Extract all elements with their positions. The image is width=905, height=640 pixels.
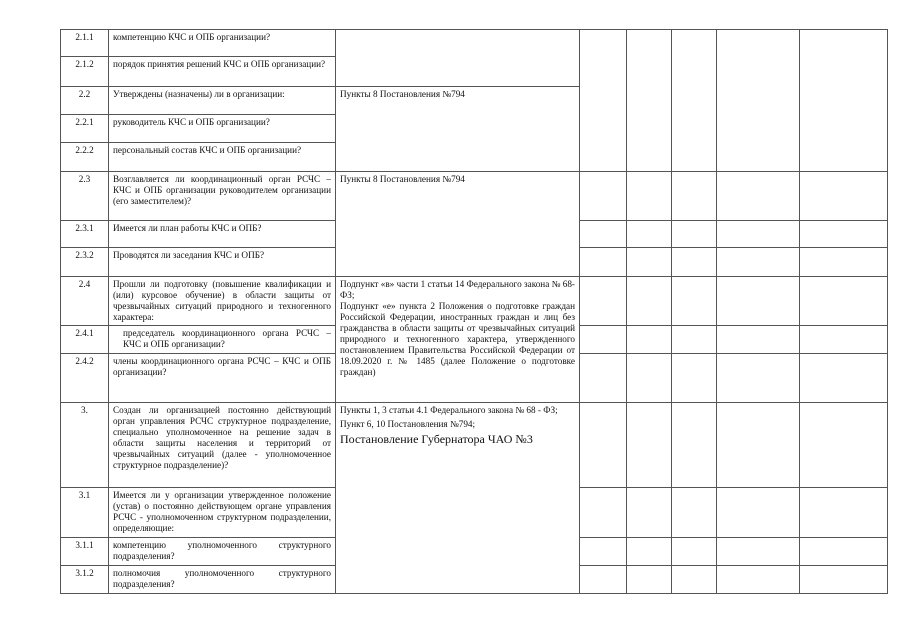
answer-cell <box>717 172 800 221</box>
answer-cell <box>627 221 672 248</box>
answer-cell <box>627 277 672 326</box>
answer-cell <box>580 326 627 354</box>
checklist-table <box>60 29 888 594</box>
answer-cell <box>717 488 800 538</box>
reference-line: Пункты 1, 3 статьи 4.1 Федерального закона № 68 - ФЗ; <box>340 405 558 415</box>
answer-cell <box>800 488 888 538</box>
answer-cell <box>672 538 717 566</box>
answer-cell <box>580 277 627 326</box>
item-question: Имеется ли у организации утвержденное положение (устав) о постоянно действующем органе управления РСЧС - уполномоченном структурном подразделении, определяющие: <box>109 488 336 538</box>
answer-cell <box>672 403 717 488</box>
table-row <box>61 30 888 57</box>
item-question: порядок принятия решений КЧС и ОПБ организации? <box>109 57 336 87</box>
answer-cell <box>800 172 888 221</box>
item-number: 2.2.2 <box>61 143 109 172</box>
answer-cell <box>580 30 627 172</box>
answer-cell <box>717 221 800 248</box>
answer-cell <box>717 538 800 566</box>
reference-cell <box>336 30 580 87</box>
answer-cell <box>717 566 800 594</box>
reference-cell <box>336 277 580 403</box>
item-question: члены координационного органа РСЧС – КЧС и ОПБ организации? <box>109 354 336 403</box>
answer-cell <box>672 248 717 277</box>
item-question: Утверждены (назначены) ли в организации: <box>109 87 336 115</box>
item-question: председатель координационного органа РСЧС – КЧС и ОПБ организации? <box>109 326 336 354</box>
reference-line: Подпункт «е» пункта 2 Положения о подготовке граждан Российской Федерации, иностранных граждан и лиц без гражданства в области защиты от чрезвычайных ситуаций природного и техногенного характера, утвержденного постановлением Правительства Российской Федерации от 18.09.2020 г. № 1485 (далее Положение о подготовке граждан) <box>340 301 575 377</box>
answer-cell <box>717 354 800 403</box>
item-question: Создан ли организацией постоянно действующий орган управления РСЧС структурное подразделение, специально уполномоченное на решение задач в области защиты населения и территорий от чрезвычайных ситуаций (далее - уполномоченное структурное подразделение)? <box>109 403 336 488</box>
table-row <box>61 277 888 326</box>
answer-cell <box>580 538 627 566</box>
answer-cell <box>580 221 627 248</box>
answer-cell <box>580 354 627 403</box>
answer-cell <box>627 248 672 277</box>
answer-cell <box>717 248 800 277</box>
item-number: 2.3 <box>61 172 109 221</box>
item-number: 2.2 <box>61 87 109 115</box>
item-question: полномочия уполномоченного структурного подразделения? <box>109 566 336 594</box>
item-question: Имеется ли план работы КЧС и ОПБ? <box>109 221 336 248</box>
item-number: 3.1.2 <box>61 566 109 594</box>
answer-cell <box>717 326 800 354</box>
item-number: 2.1.2 <box>61 57 109 87</box>
answer-cell <box>580 248 627 277</box>
answer-cell <box>627 354 672 403</box>
item-number: 2.1.1 <box>61 30 109 57</box>
answer-cell <box>627 488 672 538</box>
answer-cell <box>800 221 888 248</box>
answer-cell <box>800 277 888 326</box>
answer-cell <box>627 566 672 594</box>
reference-line: Постановление Губернатора ЧАО №3 <box>340 432 533 446</box>
answer-cell <box>580 566 627 594</box>
answer-cell <box>800 354 888 403</box>
answer-cell <box>672 326 717 354</box>
answer-cell <box>717 403 800 488</box>
item-question: Проводятся ли заседания КЧС и ОПБ? <box>109 248 336 277</box>
answer-cell <box>717 277 800 326</box>
reference-line: Подпункт «в» части 1 статьи 14 Федерального закона № 68-ФЗ; <box>340 279 575 300</box>
item-number: 2.2.1 <box>61 115 109 143</box>
table-row <box>61 172 888 221</box>
answer-cell <box>800 30 888 172</box>
answer-cell <box>627 403 672 488</box>
item-number: 2.3.2 <box>61 248 109 277</box>
answer-cell <box>627 326 672 354</box>
answer-cell <box>800 566 888 594</box>
answer-cell <box>580 172 627 221</box>
reference-line: Пункт 6, 10 Постановления №794; <box>340 419 476 429</box>
answer-cell <box>580 488 627 538</box>
item-number: 2.4.2 <box>61 354 109 403</box>
answer-cell <box>717 30 800 172</box>
table-row <box>61 403 888 488</box>
answer-cell <box>672 30 717 172</box>
answer-cell <box>672 172 717 221</box>
item-question: Возглавляется ли координационный орган РСЧС – КЧС и ОПБ организации руководителем организации (его заместителем)? <box>109 172 336 221</box>
answer-cell <box>627 172 672 221</box>
answer-cell <box>800 248 888 277</box>
answer-cell <box>580 403 627 488</box>
item-question: персональный состав КЧС и ОПБ организации? <box>109 143 336 172</box>
item-question: руководитель КЧС и ОПБ организации? <box>109 115 336 143</box>
answer-cell <box>672 566 717 594</box>
item-question: Прошли ли подготовку (повышение квалификации и (или) курсовое обучение) в области защиты от чрезвычайных ситуаций природного и техногенного характера: <box>109 277 336 326</box>
item-number: 2.4.1 <box>61 326 109 354</box>
item-question: компетенцию КЧС и ОПБ организации? <box>109 30 336 57</box>
reference-cell <box>336 403 580 594</box>
answer-cell <box>800 403 888 488</box>
answer-cell <box>672 277 717 326</box>
item-number: 3.1 <box>61 488 109 538</box>
answer-cell <box>627 538 672 566</box>
reference-cell: Пункты 8 Постановления №794 <box>336 172 580 277</box>
item-number: 2.4 <box>61 277 109 326</box>
answer-cell <box>627 30 672 172</box>
answer-cell <box>672 354 717 403</box>
item-number: 3. <box>61 403 109 488</box>
answer-cell <box>800 326 888 354</box>
answer-cell <box>672 488 717 538</box>
item-number: 2.3.1 <box>61 221 109 248</box>
answer-cell <box>672 221 717 248</box>
item-number: 3.1.1 <box>61 538 109 566</box>
item-question: компетенцию уполномоченного структурного подразделения? <box>109 538 336 566</box>
answer-cell <box>800 538 888 566</box>
reference-cell: Пункты 8 Постановления №794 <box>336 87 580 172</box>
